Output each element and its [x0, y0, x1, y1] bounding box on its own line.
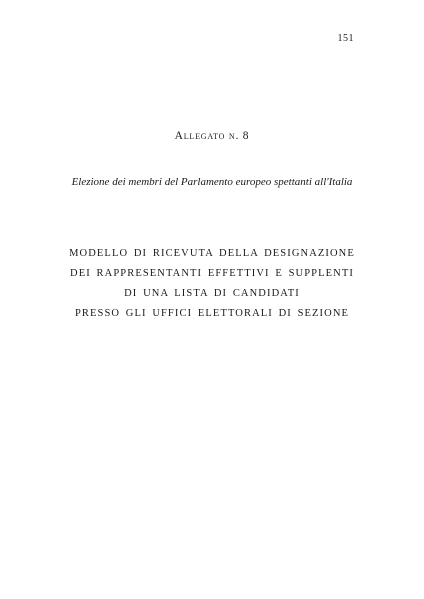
heading-line: MODELLO DI RICEVUTA DELLA DESIGNAZIONE [69, 248, 355, 259]
heading-line: DEI RAPPRESENTANTI EFFETTIVI E SUPPLENTI [70, 268, 354, 279]
heading-line: DI UNA LISTA DI CANDIDATI [124, 288, 300, 299]
annex-title: Allegato n. 8 [174, 130, 250, 142]
page-number: 151 [337, 33, 354, 44]
heading-line: PRESSO GLI UFFICI ELETTORALI DI SEZIONE [74, 308, 350, 319]
document-heading [0, 244, 424, 324]
document-subtitle: Elezione dei membri del Parlamento europeo spettanti all'Italia [71, 176, 353, 188]
